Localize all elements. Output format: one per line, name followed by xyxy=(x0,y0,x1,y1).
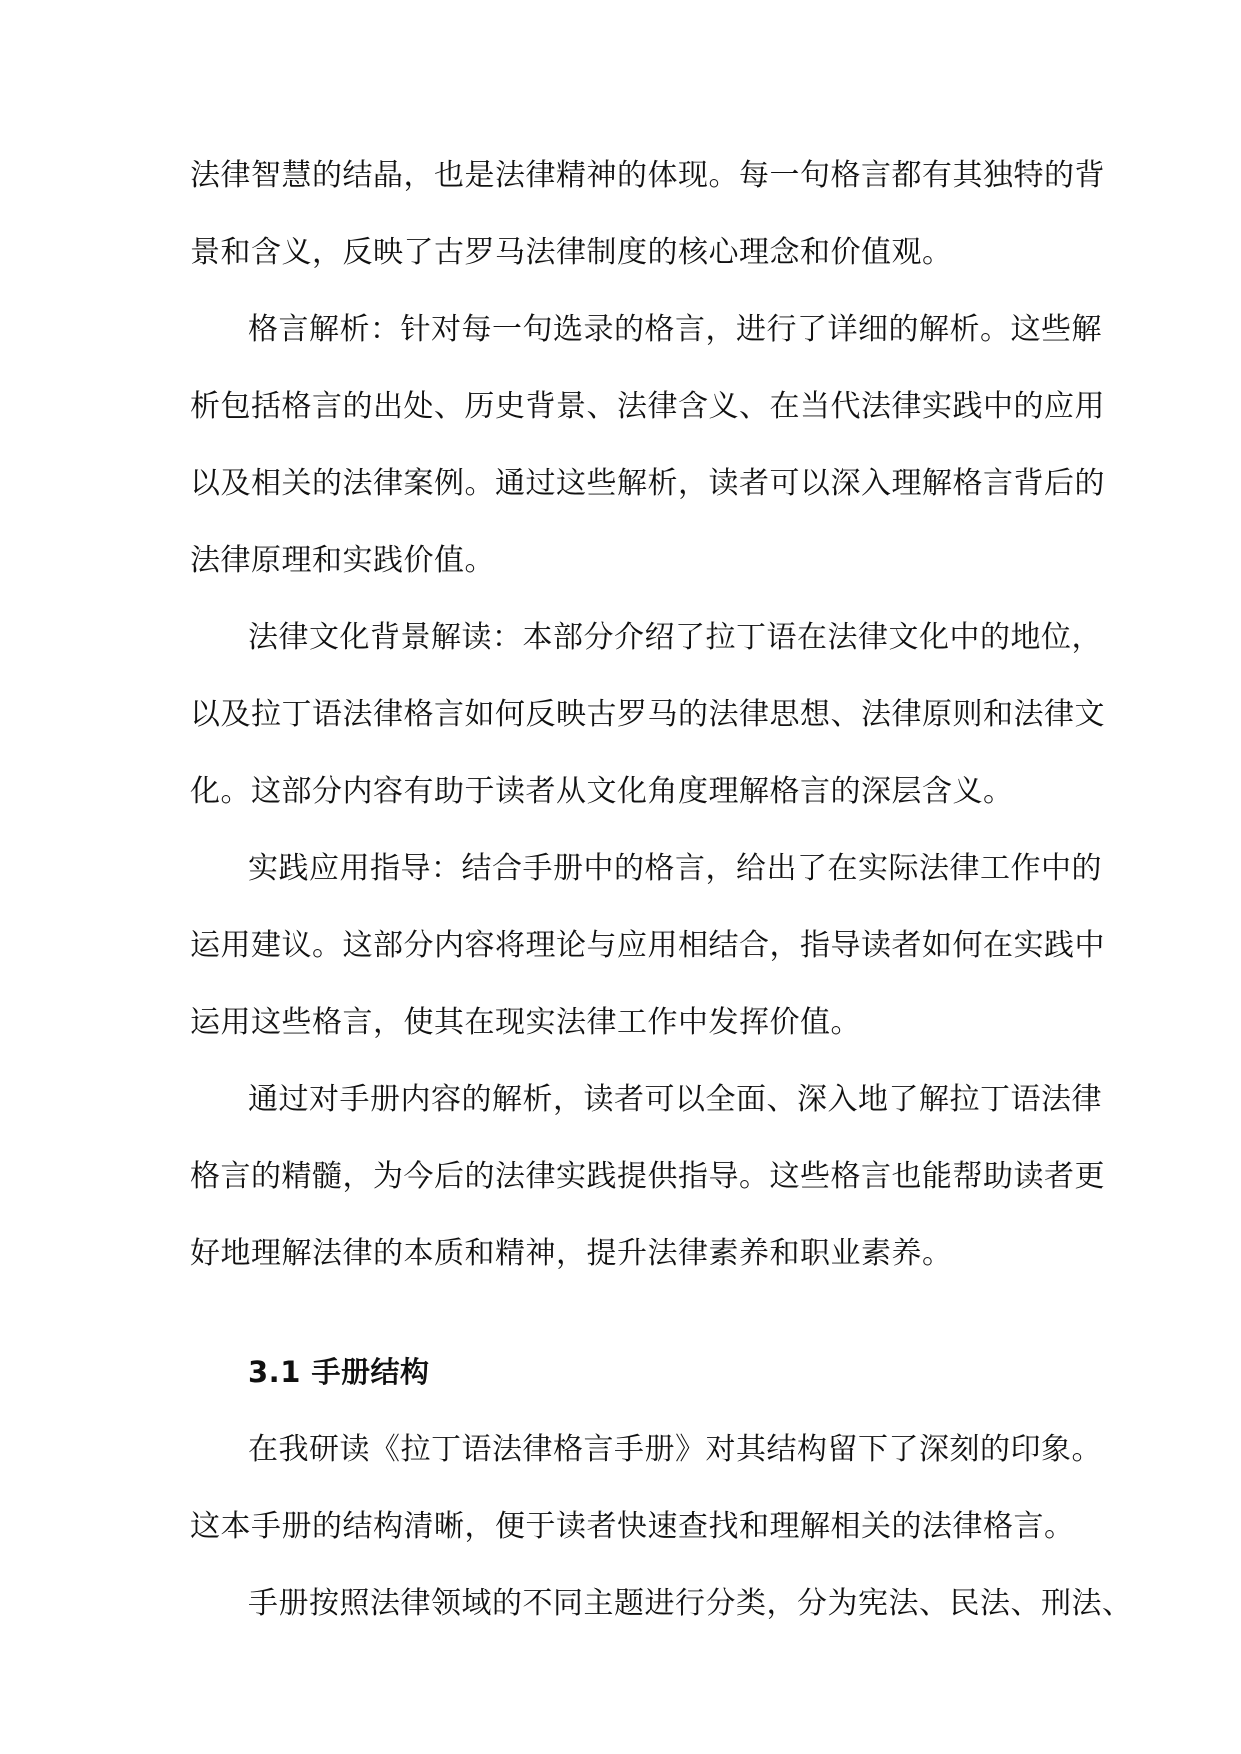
body-line: 法律文化背景解读：本部分介绍了拉丁语在法律文化中的地位， xyxy=(248,620,1102,655)
body-line: 格言的精髓，为今后的法律实践提供指导。这些格言也能帮助读者更 xyxy=(190,1159,1105,1194)
body-line: 景和含义，反映了古罗马法律制度的核心理念和价值观。 xyxy=(190,235,953,270)
body-line: 格言解析：针对每一句选录的格言，进行了详细的解析。这些解 xyxy=(248,312,1102,347)
body-line: 好地理解法律的本质和精神，提升法律素养和职业素养。 xyxy=(190,1236,953,1271)
body-line: 以及拉丁语法律格言如何反映古罗马的法律思想、法律原则和法律文 xyxy=(190,697,1105,732)
body-line: 法律智慧的结晶，也是法律精神的体现。每一句格言都有其独特的背 xyxy=(190,158,1105,193)
body-line: 以及相关的法律案例。通过这些解析，读者可以深入理解格言背后的 xyxy=(190,466,1105,501)
body-line: 通过对手册内容的解析，读者可以全面、深入地了解拉丁语法律 xyxy=(248,1082,1102,1117)
section-heading: 3.1 手册结构 xyxy=(248,1355,430,1389)
body-line: 法律原理和实践价值。 xyxy=(190,543,495,578)
section-line: 在我研读《拉丁语法律格言手册》对其结构留下了深刻的印象。 xyxy=(248,1432,1102,1467)
section-spacer xyxy=(190,1292,1050,1334)
body-line: 运用这些格言，使其在现实法律工作中发挥价值。 xyxy=(190,1005,861,1040)
body-line: 化。这部分内容有助于读者从文化角度理解格言的深层含义。 xyxy=(190,774,1014,809)
section-line: 手册按照法律领域的不同主题进行分类，分为宪法、民法、刑法、 xyxy=(248,1586,1133,1621)
body-line: 析包括格言的出处、历史背景、法律含义、在当代法律实践中的应用 xyxy=(190,389,1105,424)
document-body xyxy=(190,137,1133,1642)
body-line: 运用建议。这部分内容将理论与应用相结合，指导读者如何在实践中 xyxy=(190,928,1105,963)
body-line: 实践应用指导：结合手册中的格言，给出了在实际法律工作中的 xyxy=(248,851,1102,886)
section-line: 这本手册的结构清晰，便于读者快速查找和理解相关的法律格言。 xyxy=(190,1509,1075,1544)
